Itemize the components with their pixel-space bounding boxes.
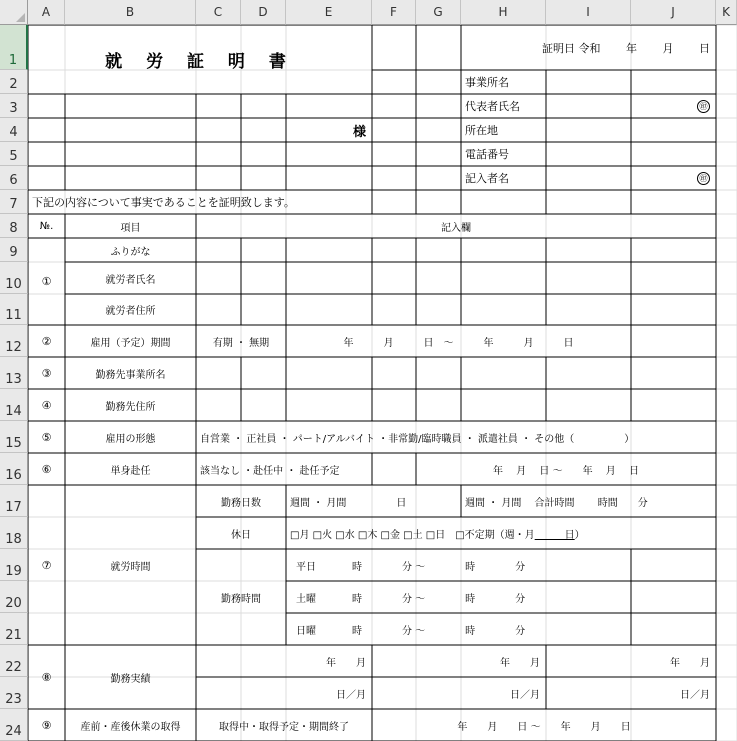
item-header[interactable]: 項目	[120, 222, 141, 234]
item4-number[interactable]: ④	[41, 398, 52, 412]
holiday-close: ）	[574, 529, 585, 541]
column-header-c[interactable]: C	[196, 0, 241, 25]
work-days-label[interactable]: 勤務日数	[221, 497, 261, 509]
employ-type-label[interactable]: 雇用の形態	[105, 433, 156, 445]
column-header-i[interactable]: I	[546, 0, 631, 25]
row-header-16[interactable]: 16	[0, 453, 28, 485]
record-month-2[interactable]: 年 月	[500, 657, 540, 669]
writer-seal-cell[interactable]	[631, 166, 716, 190]
working-time-label[interactable]: 勤務時間	[221, 593, 261, 605]
holiday-blank: 日	[534, 529, 575, 541]
work-addr-label[interactable]: 勤務先住所	[105, 401, 156, 413]
entry-header[interactable]: 記入欄	[441, 222, 471, 234]
column-header-j[interactable]: J	[631, 0, 716, 25]
row-header-17[interactable]: 17	[0, 485, 28, 517]
no-header[interactable]: №.	[39, 220, 54, 232]
record-month-1[interactable]: 年 月	[326, 657, 366, 669]
item2-number[interactable]: ②	[41, 334, 52, 348]
column-header-h[interactable]: H	[461, 0, 546, 25]
row-header-5[interactable]: 5	[0, 142, 28, 166]
maternity-label[interactable]: 産前・産後休業の取得	[80, 721, 181, 733]
column-header-f[interactable]: F	[372, 0, 416, 25]
column-header-k[interactable]: K	[716, 0, 737, 25]
address-label[interactable]: 所在地	[465, 124, 498, 137]
item8-number[interactable]: ⑧	[41, 670, 52, 684]
row-header-18[interactable]: 18	[0, 517, 28, 549]
title-cell[interactable]: 就 労 証 明 書	[105, 52, 295, 72]
maternity-range-cell[interactable]: 年 月 日 ～ 年 月 日	[457, 721, 631, 733]
phone-label[interactable]: 電話番号	[465, 148, 509, 161]
time-row-saturday[interactable]	[286, 581, 631, 613]
weekday-time-range: 時 分 ～ 時 分	[352, 561, 526, 573]
row-header-15[interactable]: 15	[0, 421, 28, 453]
cert-date-cell[interactable]: 証明日 令和 年 月 日	[542, 41, 710, 55]
row-header-3[interactable]: 3	[0, 94, 28, 118]
row-header-12[interactable]: 12	[0, 325, 28, 357]
item5-number[interactable]: ⑤	[41, 430, 52, 444]
row-header-8[interactable]: 8	[0, 214, 28, 238]
time-row-sunday[interactable]	[286, 613, 631, 645]
holiday-label[interactable]: 休日	[231, 529, 251, 541]
column-header-d[interactable]: D	[241, 0, 286, 25]
row-header-4[interactable]: 4	[0, 118, 28, 142]
furigana-label[interactable]: ふりがな	[110, 246, 151, 258]
row-header-10[interactable]: 10	[0, 262, 28, 294]
writer-label[interactable]: 記入者名	[465, 172, 509, 185]
row-header-22[interactable]: 22	[0, 645, 28, 677]
saturday-label: 土曜	[296, 593, 316, 605]
column-header-e[interactable]: E	[286, 0, 372, 25]
row-header-13[interactable]: 13	[0, 357, 28, 389]
rep-name-label[interactable]: 代表者氏名	[465, 100, 520, 113]
row-header-19[interactable]: 19	[0, 549, 28, 581]
employ-period-label[interactable]: 雇用（予定）期間	[90, 337, 171, 349]
days-cell[interactable]: 週間 ・ 月間 日	[290, 497, 407, 509]
work-record-label[interactable]: 勤務実績	[110, 673, 151, 685]
work-office-label[interactable]: 勤務先事業所名	[95, 369, 166, 381]
single-post-label[interactable]: 単身赴任	[110, 465, 151, 477]
column-header-b[interactable]: B	[65, 0, 196, 25]
item9-number[interactable]: ⑨	[41, 718, 52, 732]
fixed-term-cell[interactable]: 有期 ・ 無期	[212, 337, 270, 349]
work-hours-label[interactable]: 就労時間	[110, 561, 151, 573]
row-header-9[interactable]: 9	[0, 238, 28, 262]
rep-seal-cell[interactable]	[631, 94, 716, 118]
row-header-23[interactable]: 23	[0, 677, 28, 709]
office-name-label[interactable]: 事業所名	[465, 76, 509, 89]
column-header-a[interactable]: A	[28, 0, 65, 25]
sunday-label: 日曜	[296, 625, 316, 637]
saturday-time-range: 時 分 ～ 時 分	[352, 593, 526, 605]
record-days-1[interactable]: 日／月	[336, 689, 366, 701]
column-header-g[interactable]: G	[416, 0, 461, 25]
maternity-options-cell[interactable]: 取得中・取得予定・期間終了	[219, 721, 349, 733]
worker-name-label[interactable]: 就労者氏名	[105, 274, 156, 286]
row-header-6[interactable]: 6	[0, 166, 28, 190]
item1-number[interactable]: ①	[41, 275, 52, 288]
sama-cell[interactable]: 様	[352, 124, 366, 140]
weekday-label: 平日	[296, 561, 316, 573]
worker-addr-label[interactable]: 就労者住所	[105, 306, 156, 317]
record-days-2[interactable]: 日／月	[510, 689, 540, 701]
statement-cell[interactable]: 下記の内容について事実であることを証明致します。	[32, 196, 295, 209]
row-header-7[interactable]: 7	[0, 190, 28, 214]
seal-mark: ㊞	[697, 100, 710, 113]
item3-number[interactable]: ③	[41, 366, 52, 380]
holiday-options-cell[interactable]	[286, 517, 716, 549]
row-header-2[interactable]: 2	[0, 70, 28, 94]
period-range-cell[interactable]: 年 月 日 ～ 年 月 日	[343, 337, 574, 349]
row-header-24[interactable]: 24	[0, 709, 28, 741]
record-month-3[interactable]: 年 月	[670, 657, 710, 669]
row-header-11[interactable]: 11	[0, 294, 28, 325]
row-header-20[interactable]: 20	[0, 581, 28, 613]
single-options-cell[interactable]: 該当なし ・赴任中 ・ 赴任予定	[200, 465, 340, 477]
single-range-cell[interactable]: 年 月 日 ～ 年 月 日	[493, 465, 639, 477]
record-days-3[interactable]: 日／月	[680, 689, 710, 701]
item7-number[interactable]: ⑦	[41, 558, 52, 572]
item6-number[interactable]: ⑥	[41, 462, 52, 476]
employ-options-cell[interactable]: 自営業 ・ 正社員 ・ パート/アルバイト ・非常勤/臨時職員 ・ 派遣社員 ・ その他（ ）	[200, 433, 635, 445]
holiday-checkboxes[interactable]: □月 □火 □水 □木 □金 □土 □日 □不定期（週・月	[290, 529, 535, 541]
seal-mark: ㊞	[697, 172, 710, 185]
sunday-time-range: 時 分 ～ 時 分	[352, 625, 526, 637]
time-row-weekday[interactable]	[286, 549, 631, 581]
row-header-21[interactable]: 21	[0, 613, 28, 645]
select-all-corner[interactable]	[0, 0, 28, 25]
row-header-14[interactable]: 14	[0, 389, 28, 421]
row-header-1[interactable]: 1	[0, 25, 28, 70]
total-hours-cell[interactable]: 週間 ・ 月間 合計時間 時間 分	[465, 497, 648, 509]
